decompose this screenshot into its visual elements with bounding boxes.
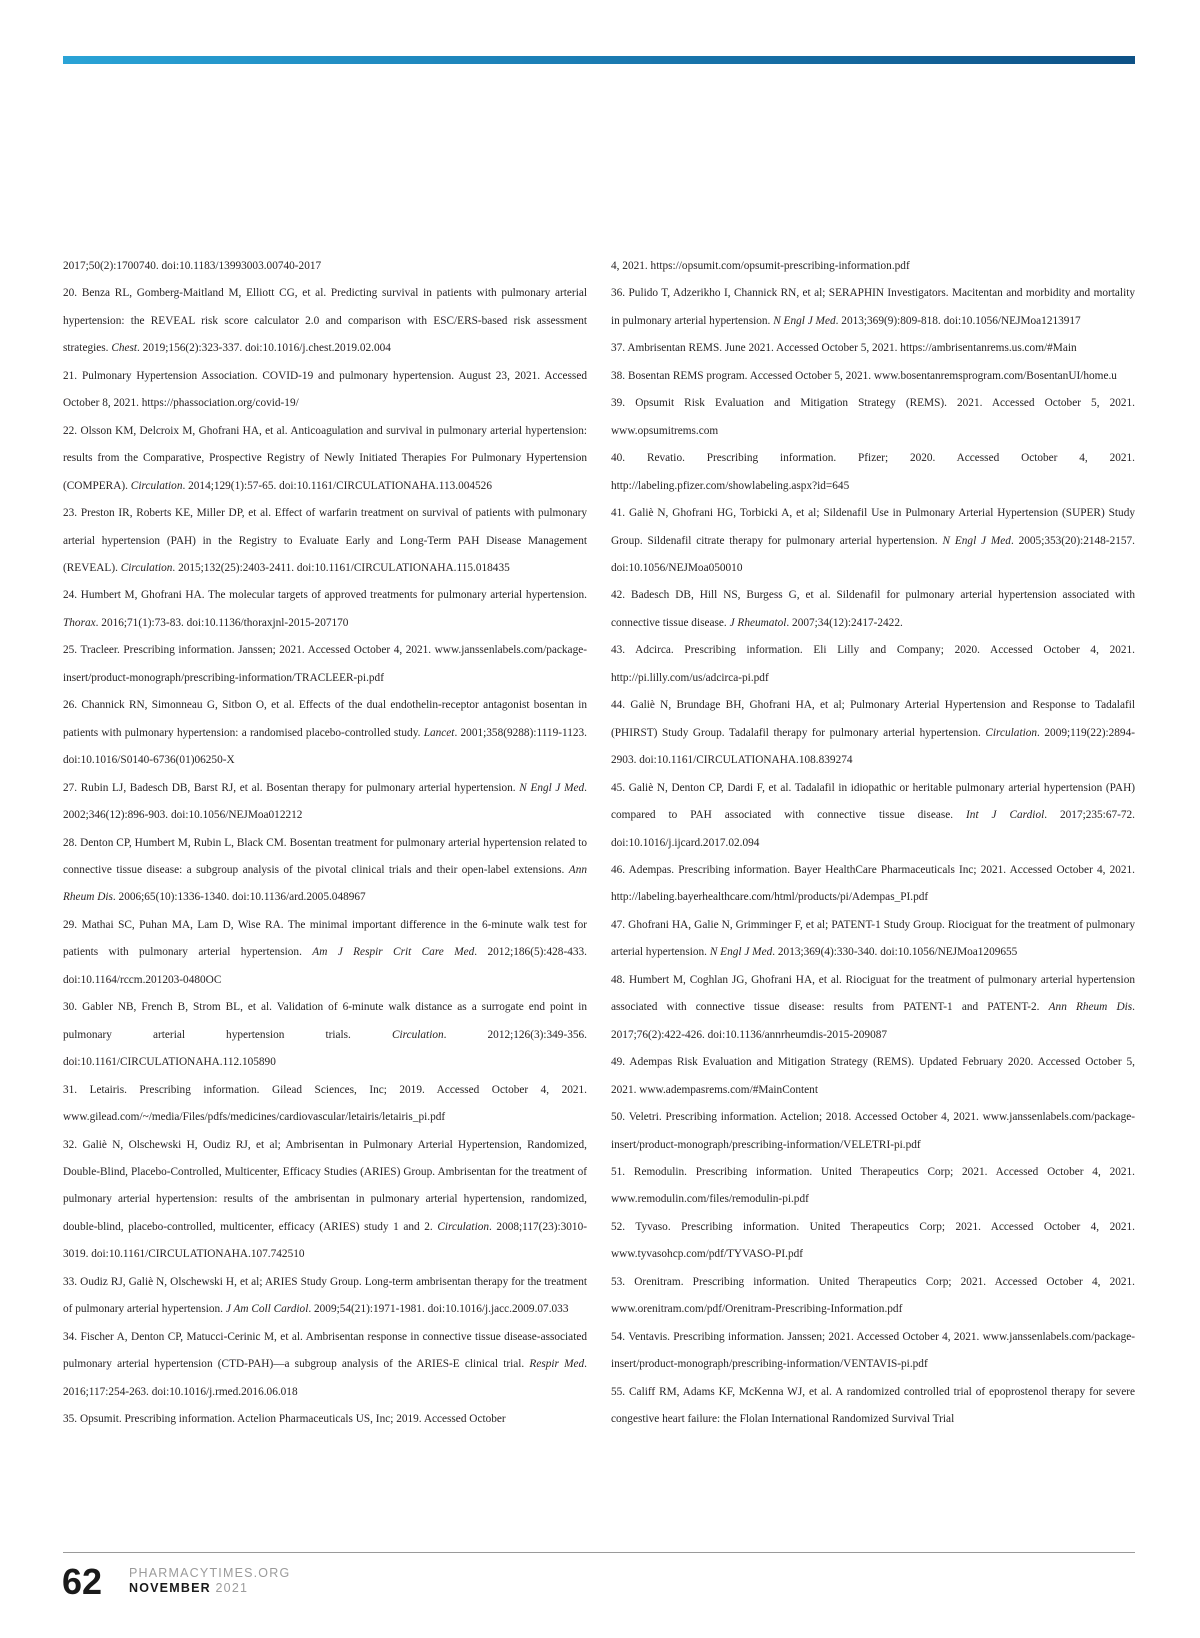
reference-text: 31. Letairis. Prescribing information. Gilead Sciences, Inc; 2019. Accessed October 4, 2021. www.gilead.com/~/media/Files/pdfs/medicines/cardiovascular/letairis/letairis_pi.pdf [63, 1083, 587, 1124]
reference-entry [63, 1132, 587, 1269]
reference-entry [611, 363, 1135, 390]
reference-text: 43. Adcirca. Prescribing information. Eli Lilly and Company; 2020. Accessed October 4, 2021. http://pi.lilly.com/us/adcirca-pi.pdf [611, 644, 1135, 684]
reference-text: 41. Galiè N, Ghofrani HG, Torbicki A, et al; Sildenafil Use in Pulmonary Arterial Hypertension (SUPER) Study Group. Sildenafil citrate therapy for pulmonary arterial hypertension. [611, 507, 1135, 547]
reference-entry [611, 500, 1135, 582]
reference-entry [611, 582, 1135, 637]
reference-text: 44. Galiè N, Brundage BH, Ghofrani HA, et al; Pulmonary Arterial Hypertension and Response to Tadalafil (PHIRST) Study Group. Tadalafil therapy for pulmonary arterial hypertension. [611, 699, 1135, 739]
reference-citation: . 2006;65(10):1336-1340. doi:10.1136/ard.2005.048967 [112, 891, 366, 904]
reference-text: 34. Fischer A, Denton CP, Matucci-Cerinic M, et al. Ambrisentan response in connective tissue disease-associated pulmonary arterial hypertension (CTD-PAH)—a subgroup analysis of the ARIES-E clinical trial. [63, 1330, 587, 1371]
reference-citation: . 2008;117(23):3010-3019. doi:10.1161/CIRCULATIONAHA.107.742510 [63, 1220, 587, 1261]
reference-entry [611, 1104, 1135, 1159]
reference-text: 26. Channick RN, Simonneau G, Sitbon O, et al. Effects of the dual endothelin-receptor antagonist bosentan in patients with pulmonary hypertension: a randomised placebo-controlled study. [63, 699, 587, 739]
reference-text: 48. Humbert M, Coghlan JG, Ghofrani HA, et al. Riociguat for the treatment of pulmonary arterial hypertension associated with connective tissue disease: results from PATENT-1 and PATENT-2. [611, 973, 1135, 1014]
reference-entry [611, 692, 1135, 774]
reference-citation: . 2013;369(9):809-818. doi:10.1056/NEJMoa1213917 [835, 314, 1081, 327]
journal-title: Chest [111, 342, 138, 355]
reference-citation: . 2014;129(1):57-65. doi:10.1161/CIRCULATIONAHA.113.004526 [182, 479, 492, 492]
footer-masthead [129, 1566, 290, 1596]
reference-entry [611, 390, 1135, 445]
reference-entry [611, 967, 1135, 1049]
reference-citation: . 2016;117:254-263. doi:10.1016/j.rmed.2016.06.018 [63, 1358, 587, 1398]
reference-text: 46. Adempas. Prescribing information. Bayer HealthCare Pharmaceuticals Inc; 2021. Accessed October 4, 2021. http://labeling.bayerhealthcare.com/html/products/pi/Adempas_PI.pdf [611, 863, 1135, 904]
reference-entry [611, 1159, 1135, 1214]
reference-text: 30. Gabler NB, French B, Strom BL, et al. Validation of 6-minute walk distance as a surrogate end point in pulmonary arterial hypertension trials. [63, 1001, 587, 1041]
reference-text: 37. Ambrisentan REMS. June 2021. Accessed October 5, 2021. https://ambrisentanrems.us.com/#Main [611, 342, 1077, 355]
journal-title: N Engl J Med [942, 534, 1011, 547]
reference-entry [611, 253, 1135, 280]
reference-entry [611, 637, 1135, 692]
reference-text: 54. Ventavis. Prescribing information. Janssen; 2021. Accessed October 4, 2021. www.janssenlabels.com/package-insert/product-monograph/prescribing-information/VENTAVIS-pi.pdf [611, 1330, 1135, 1371]
reference-citation: . 2009;119(22):2894-2903. doi:10.1161/CIRCULATIONAHA.108.839274 [611, 726, 1135, 767]
footer-divider [63, 1552, 1135, 1553]
reference-text: 40. Revatio. Prescribing information. Pfizer; 2020. Accessed October 4, 2021. http://labeling.pfizer.com/showlabeling.aspx?id=645 [611, 452, 1135, 492]
reference-entry [63, 1269, 587, 1324]
reference-text: 23. Preston IR, Roberts KE, Miller DP, et al. Effect of warfarin treatment on survival of patients with pulmonary arterial hypertension (PAH) in the Registry to Evaluate Early and Long-Term PAH Disease Management (REVEAL). [63, 507, 587, 574]
reference-entry [63, 830, 587, 912]
journal-title: Ann Rheum Dis [63, 863, 587, 904]
reference-text: 36. Pulido T, Adzerikho I, Channick RN, et al; SERAPHIN Investigators. Macitentan and morbidity and mortality in pulmonary arterial hypertension. [611, 287, 1135, 327]
reference-entry [63, 1077, 587, 1132]
reference-text: 33. Oudiz RJ, Galiè N, Olschewski H, et al; ARIES Study Group. Long-term ambrisentan therapy for the treatment of pulmonary arterial hypertension. [63, 1275, 587, 1316]
reference-text: 4, 2021. https://opsumit.com/opsumit-prescribing-information.pdf [611, 260, 910, 272]
reference-entry [611, 445, 1135, 500]
reference-citation: . 2012;126(3):349-356. doi:10.1161/CIRCULATIONAHA.112.105890 [63, 1028, 587, 1069]
reference-citation: . 2009;54(21):1971-1981. doi:10.1016/j.jacc.2009.07.033 [308, 1303, 569, 1316]
issue-date [129, 1581, 290, 1596]
reference-citation: . 2017;76(2):422-426. doi:10.1136/annrheumdis-2015-209087 [611, 1001, 1135, 1041]
reference-text: 55. Califf RM, Adams KF, McKenna WJ, et al. A randomized controlled trial of epoprostenol therapy for severe congestive heart failure: the Flolan International Randomized Survival Trial [611, 1385, 1135, 1426]
journal-title: Circulation [985, 726, 1038, 739]
reference-text: 29. Mathai SC, Puhan MA, Lam D, Wise RA. The minimal important difference in the 6-minute walk test for patients with pulmonary arterial hypertension. [63, 918, 587, 959]
journal-title: Circulation [120, 561, 173, 574]
journal-title: Lancet [423, 726, 455, 739]
reference-text: 2017;50(2):1700740. doi:10.1183/13993003.00740-2017 [63, 260, 322, 272]
reference-entry [63, 912, 587, 994]
journal-title: N Engl J Med [709, 946, 773, 959]
issue-month: NOVEMBER [129, 1581, 211, 1595]
reference-entry [611, 1269, 1135, 1324]
journal-title: N Engl J Med [773, 314, 836, 327]
reference-entry [63, 582, 587, 637]
reference-citation: . 2013;369(4):330-340. doi:10.1056/NEJMoa1209655 [772, 946, 1018, 959]
reference-entry [63, 994, 587, 1076]
reference-text: 24. Humbert M, Ghofrani HA. The molecular targets of approved treatments for pulmonary arterial hypertension. [63, 589, 587, 602]
reference-citation: . 2019;156(2):323-337. doi:10.1016/j.chest.2019.02.004 [137, 342, 391, 355]
reference-entry [63, 500, 587, 582]
journal-title: J Rheumatol [729, 616, 787, 629]
reference-entry [611, 280, 1135, 335]
reference-entry [611, 1049, 1135, 1104]
reference-citation: . 2016;71(1):73-83. doi:10.1136/thoraxjnl-2015-207170 [95, 616, 349, 629]
issue-year: 2021 [215, 1581, 249, 1595]
reference-entry [611, 1379, 1135, 1434]
reference-entry [611, 1324, 1135, 1379]
reference-entry [63, 692, 587, 774]
journal-title: N Engl J Med [519, 781, 585, 794]
references-column-left [63, 253, 587, 1433]
reference-entry [611, 912, 1135, 967]
reference-entry [611, 335, 1135, 362]
reference-citation: . 2001;358(9288):1119-1123. doi:10.1016/S0140-6736(01)06250-X [63, 726, 587, 767]
reference-entry [63, 418, 587, 500]
references-column-right [611, 253, 1135, 1433]
journal-title: J Am Coll Cardiol [225, 1303, 309, 1316]
reference-text: 20. Benza RL, Gomberg-Maitland M, Elliott CG, et al. Predicting survival in patients with pulmonary arterial hypertension: the REVEAL risk score calculator 2.0 and comparison with ESC/ERS-based risk assessment strategies. [63, 287, 587, 355]
journal-title: Ann Rheum Dis [1048, 1001, 1133, 1014]
reference-text: 52. Tyvaso. Prescribing information. United Therapeutics Corp; 2021. Accessed October 4, 2021. www.tyvasohcp.com/pdf/TYVASO-PI.pdf [611, 1220, 1135, 1261]
reference-entry [63, 1324, 587, 1406]
reference-text: 42. Badesch DB, Hill NS, Burgess G, et al. Sildenafil for pulmonary arterial hypertension associated with connective tissue disease. [611, 589, 1135, 629]
reference-text: 49. Adempas Risk Evaluation and Mitigation Strategy (REMS). Updated February 2020. Accessed October 5, 2021. www.adempasrems.com/#MainContent [611, 1056, 1135, 1096]
reference-citation: . 2012;186(5):428-433. doi:10.1164/rccm.201203-0480OC [63, 946, 587, 986]
reference-text: 47. Ghofrani HA, Galie N, Grimminger F, et al; PATENT-1 Study Group. Riociguat for the treatment of pulmonary arterial hypertension. [611, 918, 1135, 959]
reference-citation: . 2005;353(20):2148-2157. doi:10.1056/NEJMoa050010 [611, 534, 1136, 574]
reference-entry [63, 280, 587, 362]
reference-text: 35. Opsumit. Prescribing information. Actelion Pharmaceuticals US, Inc; 2019. Accessed October [63, 1413, 506, 1426]
journal-title: Thorax [63, 616, 96, 629]
reference-text: 50. Veletri. Prescribing information. Actelion; 2018. Accessed October 4, 2021. www.janssenlabels.com/package-insert/product-monograph/prescribing-information/VELETRI-pi.pdf [611, 1111, 1135, 1151]
reference-entry [611, 857, 1135, 912]
reference-citation: . 2015;132(25):2403-2411. doi:10.1161/CIRCULATIONAHA.115.018435 [172, 561, 510, 574]
reference-text: 45. Galiè N, Denton CP, Dardi F, et al. Tadalafil in idiopathic or heritable pulmonary arterial hypertension (PAH) compared to PAH associated with connective tissue disease. [611, 781, 1135, 822]
reference-text: 27. Rubin LJ, Badesch DB, Barst RJ, et al. Bosentan therapy for pulmonary arterial hypertension. [63, 781, 520, 794]
reference-text: 51. Remodulin. Prescribing information. United Therapeutics Corp; 2021. Accessed October 4, 2021. www.remodulin.com/files/remodulin-pi.pdf [611, 1165, 1135, 1206]
journal-title: Circulation [391, 1028, 444, 1041]
reference-text: 22. Olsson KM, Delcroix M, Ghofrani HA, et al. Anticoagulation and survival in pulmonary arterial hypertension: results from the Comparative, Prospective Registry of Newly Initiated Therapies For Pulmonary Hypertension (COMPERA). [63, 424, 587, 492]
journal-title: Respir Med [529, 1358, 585, 1371]
header-color-bar [63, 56, 1135, 64]
reference-entry [63, 363, 587, 418]
journal-title: Am J Respir Crit Care Med [312, 946, 475, 959]
journal-title: Int J Cardiol [966, 809, 1045, 822]
reference-text: 21. Pulmonary Hypertension Association. COVID-19 and pulmonary hypertension. August 23, 2021. Accessed October 8, 2021. https://phassociation.org/covid-19/ [63, 369, 587, 410]
page-number: 62 [62, 1561, 103, 1602]
journal-title: Circulation [437, 1220, 490, 1233]
reference-entry [63, 1406, 587, 1433]
reference-entry [611, 775, 1135, 857]
reference-text: 28. Denton CP, Humbert M, Rubin L, Black CM. Bosentan treatment for pulmonary arterial hypertension related to connective tissue disease: a subgroup analysis of the pivotal clinical trials and their open-label extensions. [63, 836, 587, 876]
reference-citation: . 2002;346(12):896-903. doi:10.1056/NEJMoa012212 [63, 781, 587, 822]
reference-text: 53. Orenitram. Prescribing information. United Therapeutics Corp; 2021. Accessed October 4, 2021. www.orenitram.com/pdf/Orenitram-Prescribing-Information.pdf [611, 1275, 1135, 1316]
site-name: PHARMACYTIMES.ORG [129, 1566, 291, 1580]
reference-entry [611, 1214, 1135, 1269]
reference-entry [63, 253, 587, 280]
reference-text: 32. Galiè N, Olschewski H, Oudiz RJ, et al; Ambrisentan in Pulmonary Arterial Hypertension, Randomized, Double-Blind, Placebo-Controlled, Multicenter, Efficacy Studies (ARIES) Group. Ambrisentan for the treatment of pulmonary arterial hypertension: results of the ambrisentan in pulmonary arterial hypertension, randomized, double-blind, placebo-controlled, multicenter, efficacy (ARIES) study 1 and 2. [63, 1138, 587, 1233]
reference-text: 39. Opsumit Risk Evaluation and Mitigation Strategy (REMS). 2021. Accessed October 5, 2021. www.opsumitrems.com [611, 397, 1135, 437]
reference-citation: . 2007;34(12):2417-2422. [786, 616, 903, 629]
journal-title: Circulation [130, 479, 183, 492]
reference-entry [63, 637, 587, 692]
reference-entry [63, 775, 587, 830]
reference-citation: . 2017;235:67-72. doi:10.1016/j.ijcard.2017.02.094 [611, 809, 1135, 849]
reference-text: 25. Tracleer. Prescribing information. Janssen; 2021. Accessed October 4, 2021. www.janssenlabels.com/package-insert/product-monograph/prescribing-information/TRACLEER-pi.pdf [63, 644, 587, 684]
reference-text: 38. Bosentan REMS program. Accessed October 5, 2021. www.bosentanremsprogram.com/BosentanUI/home.u [611, 369, 1117, 382]
